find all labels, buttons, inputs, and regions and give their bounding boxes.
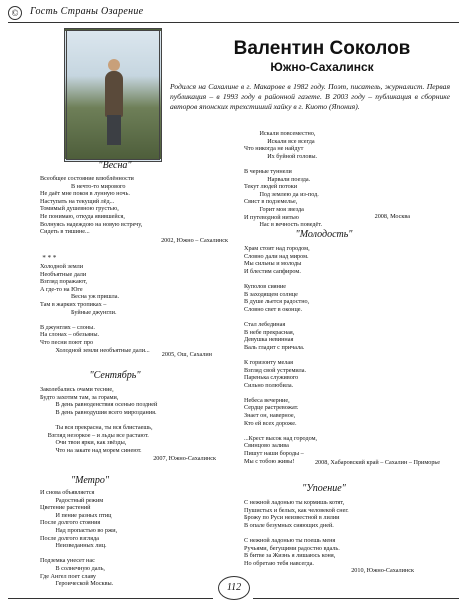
poem-signature-stars: 2005, Ош, Сахалин (161, 351, 212, 358)
author-photo (64, 28, 162, 162)
author-bio: Родился на Сахалине в г. Макарове в 1982 году. Поэт, писатель, журналист. Первая публикация – в 1993 году в районной газете. В 2003 году – публикация в сборнике авторов японских трехстиший хайку в г. Киото (Япония). (170, 82, 450, 111)
running-header (8, 6, 459, 23)
footer-rule-left (8, 598, 213, 599)
photo-figure-head (108, 59, 120, 71)
page-number: 112 (218, 576, 250, 600)
poem-signature-sentyabr: 2007, Южно-Сахалинск (153, 455, 216, 462)
poem-signature-molodost: 2008, Хабаровский край – Сахалин – Приморье (314, 459, 440, 466)
poem-text-metro: И снова объявляется Радостный режим Цветение растений И пение разных птиц После долгого стояния Над пропастью во ржи, После долгого взгляда Неизведанных лиц. Подземка унесет нас В солнечную даль, Где Ангел поет славу Героической Москвы. (40, 489, 118, 588)
poem-text-molodost: Храм стоит над городом, Словно дали над миром. Мы сильны и молоды И блестим сапфиром. Куполов сияние В заходящем солнце В душе льется радостно, Словно свет в оконце. Стал лебединая В небе прекрасная, Девушка невинная Валь гладит с причала. К горизонту мелая Взгляд свой устремила. Паренька служивого Сильно полюбила. Небеса вечерние, Сердце растревожат. Знает он, наверное, Кто ей всех дороже. ...Крест высок над городом, Свинцово залива Пишут наши бороды – Мы с тобою живы! (244, 245, 318, 465)
magazine-title: Гость Страны Озарение (30, 6, 144, 17)
poem-text-sentyabr: Заколебались очами тесние, Будто захотим там, за горами, В день равноденствия осенью поздней В день равнодушия всего мироздания. Ты вся прекрасна, ты вся блистаешь, Взгляд незоркое – и льды все растают. Очи твои ярки, как звёзды, Что на закате над морем синеют. (40, 386, 158, 454)
photo-figure-legs (107, 115, 121, 145)
poem-text-right-top: Искали повсеместно, Искали все всегда Что никогда не найдут Их буйной головы. В черные туннели Нарвали поезда. Текут людей потоки Под землею да из-под. Свист в подземелье, Горит моя звезда И путеводной нитью Нас в вечность поведёт. (244, 130, 323, 229)
poem-title-molodost: "Молодость" (295, 229, 353, 240)
poem-title-metro: "Метро" (70, 475, 110, 486)
footer-rule-right (253, 598, 459, 599)
poem-signature-upoenie: 2010, Южно-Сахалинск (351, 567, 414, 574)
magazine-logo: © (8, 6, 22, 20)
poem-title-stars: * * * (42, 254, 56, 262)
poem-title-upoenie: "Упоение" (302, 483, 346, 494)
poem-signature-vesna: 2002, Южно – Сахалинск (161, 237, 228, 244)
poem-text-upoenie: С нежной ладонью ты кормишь котят, Пушистых и белых, как человекой снег. Брожу по Руси неизвестной в лилии В опале безумных сияющих дней. С нежной ладонью ты поешь меня Ручьями, бегущими радостно вдаль. В битве за Жизнь я лишаюсь коня, Но обретаю тебя навсегда. (244, 499, 349, 567)
poem-title-vesna: "Весна" (98, 160, 132, 171)
poem-text-vesna: Всеобщее состояние влюблённости В нечто-то мирового Не даёт мне покоя в лунную ночь. Наступать на текущий лёд... Томимый душевною грустью, Не понимаю, откуда явившейся, Волнуясь надеждою на новую встречу, Сидеть в тишине... (40, 175, 143, 236)
photo-figure-body (105, 71, 123, 117)
poem-title-sentyabr: "Сентябрь" (89, 370, 141, 381)
author-city: Южно-Сахалинск (270, 60, 374, 74)
poem-signature-right-top: 2008, Москва (374, 213, 410, 220)
poem-text-stars: Холодной земли Необъятные дали Взгляд поражают, А где-то на Юге Весна уж пришла. Там в жарких тропиках – Буйные джунгли. В джунглях – слоны. На слонах – обезьяны. Что песни поют про Холодной земли необъятные дали... (40, 263, 150, 354)
author-name: Валентин Соколов (233, 38, 411, 59)
